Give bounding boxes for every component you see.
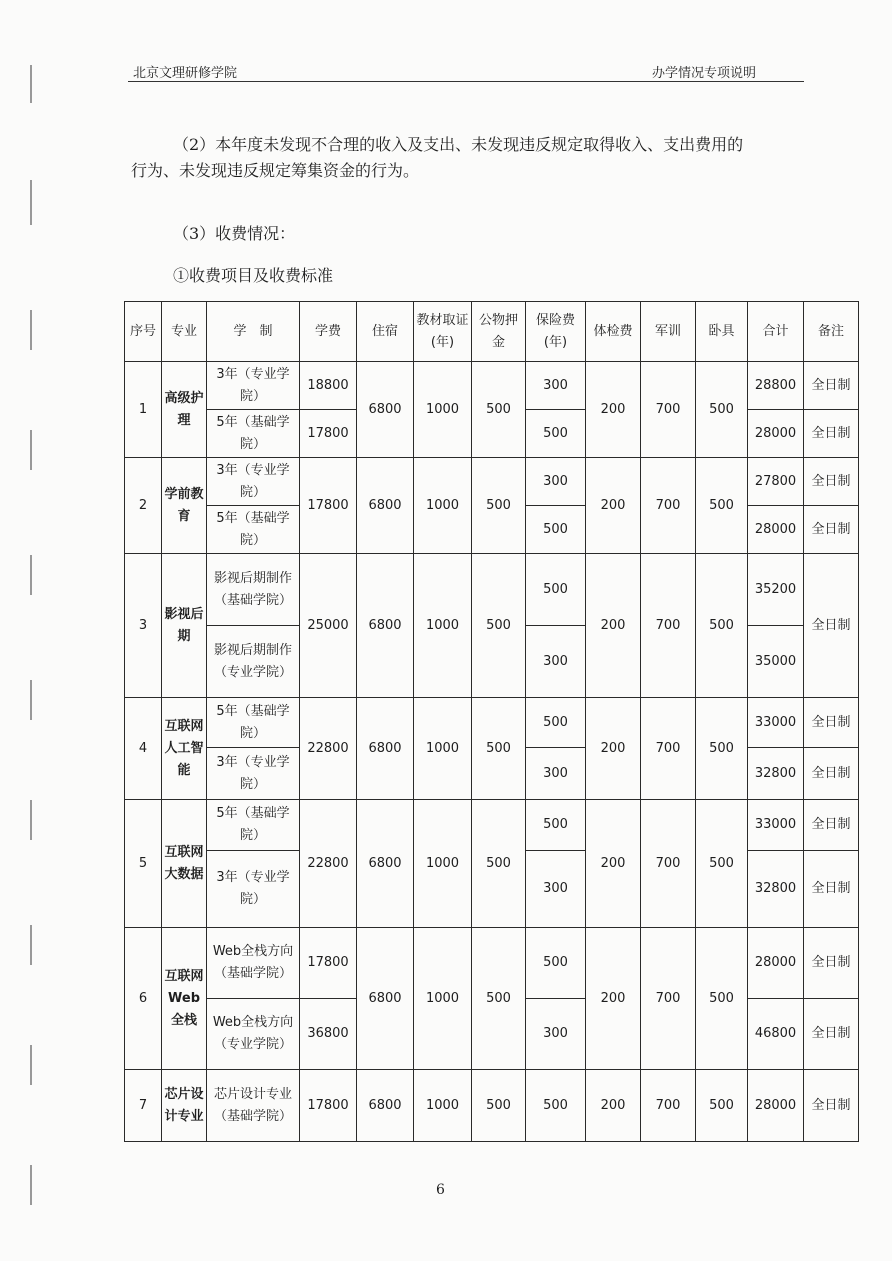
- binding-mark: [30, 800, 37, 840]
- cell-insurance: 300: [526, 458, 586, 506]
- cell-medical: 200: [586, 928, 641, 1070]
- col-header-seq: 序号: [125, 302, 162, 362]
- binding-mark: [30, 180, 37, 225]
- cell-remark: 全日制: [804, 748, 859, 800]
- cell-remark: 全日制: [804, 410, 859, 458]
- cell-total: 35200: [748, 554, 804, 626]
- paragraph-2-line-2: 行为、未发现违反规定筹集资金的行为。: [131, 161, 420, 180]
- binding-mark: [30, 310, 37, 350]
- cell-major: 学前教育: [162, 458, 207, 554]
- cell-military: 700: [641, 698, 696, 800]
- cell-tuition: 17800: [300, 928, 357, 999]
- cell-books: 1000: [414, 1070, 472, 1142]
- cell-seq: 6: [125, 928, 162, 1070]
- cell-insurance: 500: [526, 1070, 586, 1142]
- cell-military: 700: [641, 800, 696, 928]
- col-header-insurance: 保险费(年): [526, 302, 586, 362]
- cell-military: 700: [641, 362, 696, 458]
- cell-system: Web全栈方向（专业学院）: [207, 999, 300, 1070]
- cell-medical: 200: [586, 1070, 641, 1142]
- cell-insurance: 300: [526, 362, 586, 410]
- col-header-bedding: 卧具: [696, 302, 748, 362]
- cell-insurance: 300: [526, 999, 586, 1070]
- cell-remark: 全日制: [804, 1070, 859, 1142]
- binding-mark: [30, 65, 37, 103]
- col-header-tuition: 学费: [300, 302, 357, 362]
- binding-mark: [30, 1165, 37, 1205]
- table-row: [125, 458, 859, 506]
- cell-insurance: 500: [526, 800, 586, 851]
- cell-system: 5年（基础学院）: [207, 410, 300, 458]
- cell-deposit: 500: [472, 458, 526, 554]
- col-header-total: 合计: [748, 302, 804, 362]
- cell-total: 28800: [748, 362, 804, 410]
- cell-remark: 全日制: [804, 458, 859, 506]
- cell-total: 32800: [748, 851, 804, 928]
- col-header-system: 学 制: [207, 302, 300, 362]
- col-header-medical: 体检费: [586, 302, 641, 362]
- cell-bedding: 500: [696, 800, 748, 928]
- cell-system: 3年（专业学院）: [207, 748, 300, 800]
- cell-insurance: 500: [526, 554, 586, 626]
- table-header-row: [125, 302, 859, 362]
- cell-dorm: 6800: [357, 928, 414, 1070]
- cell-medical: 200: [586, 698, 641, 800]
- cell-military: 700: [641, 554, 696, 698]
- cell-military: 700: [641, 458, 696, 554]
- cell-tuition: 22800: [300, 698, 357, 800]
- table-row: [125, 928, 859, 999]
- col-header-books: 教材取证(年): [414, 302, 472, 362]
- cell-tuition: 18800: [300, 362, 357, 410]
- cell-dorm: 6800: [357, 362, 414, 458]
- col-header-deposit: 公物押金: [472, 302, 526, 362]
- cell-system: 3年（专业学院）: [207, 851, 300, 928]
- cell-total: 28000: [748, 410, 804, 458]
- cell-books: 1000: [414, 928, 472, 1070]
- cell-books: 1000: [414, 362, 472, 458]
- cell-bedding: 500: [696, 1070, 748, 1142]
- cell-bedding: 500: [696, 458, 748, 554]
- binding-mark: [30, 1045, 37, 1085]
- header-divider: [128, 81, 804, 82]
- header-school-name: 北京文理研修学院: [133, 66, 238, 81]
- cell-seq: 4: [125, 698, 162, 800]
- col-header-dorm: 住宿: [357, 302, 414, 362]
- cell-military: 700: [641, 928, 696, 1070]
- cell-insurance: 500: [526, 928, 586, 999]
- cell-insurance: 500: [526, 698, 586, 748]
- col-header-military: 军训: [641, 302, 696, 362]
- cell-deposit: 500: [472, 800, 526, 928]
- cell-remark: 全日制: [804, 362, 859, 410]
- cell-total: 28000: [748, 1070, 804, 1142]
- cell-seq: 1: [125, 362, 162, 458]
- table-row: [125, 698, 859, 748]
- cell-major: 互联网Web全栈: [162, 928, 207, 1070]
- table-row: [125, 800, 859, 851]
- cell-system: 5年（基础学院）: [207, 800, 300, 851]
- cell-dorm: 6800: [357, 1070, 414, 1142]
- cell-insurance: 500: [526, 410, 586, 458]
- cell-deposit: 500: [472, 554, 526, 698]
- cell-dorm: 6800: [357, 458, 414, 554]
- cell-books: 1000: [414, 698, 472, 800]
- binding-mark: [30, 680, 37, 720]
- cell-deposit: 500: [472, 1070, 526, 1142]
- cell-tuition: 17800: [300, 1070, 357, 1142]
- paragraph-4-heading: ①收费项目及收费标准: [173, 266, 334, 285]
- cell-dorm: 6800: [357, 698, 414, 800]
- cell-remark: 全日制: [804, 554, 859, 698]
- cell-books: 1000: [414, 458, 472, 554]
- cell-insurance: 300: [526, 626, 586, 698]
- cell-deposit: 500: [472, 698, 526, 800]
- cell-medical: 200: [586, 458, 641, 554]
- cell-medical: 200: [586, 362, 641, 458]
- cell-total: 28000: [748, 506, 804, 554]
- cell-insurance: 500: [526, 506, 586, 554]
- cell-seq: 3: [125, 554, 162, 698]
- cell-bedding: 500: [696, 928, 748, 1070]
- cell-major: 影视后期: [162, 554, 207, 698]
- cell-bedding: 500: [696, 698, 748, 800]
- col-header-remark: 备注: [804, 302, 859, 362]
- paragraph-3: （3）收费情况：: [173, 224, 296, 243]
- cell-total: 33000: [748, 698, 804, 748]
- page-number: 6: [436, 1182, 445, 1198]
- cell-system: 3年（专业学院）: [207, 362, 300, 410]
- binding-mark: [30, 925, 37, 965]
- cell-total: 32800: [748, 748, 804, 800]
- binding-mark: [30, 555, 37, 595]
- col-header-major: 专业: [162, 302, 207, 362]
- cell-remark: 全日制: [804, 999, 859, 1070]
- cell-system: 3年（专业学院）: [207, 458, 300, 506]
- cell-system: 影视后期制作（专业学院）: [207, 626, 300, 698]
- cell-major: 芯片设计专业: [162, 1070, 207, 1142]
- table-row: [125, 1070, 859, 1142]
- cell-bedding: 500: [696, 554, 748, 698]
- cell-insurance: 300: [526, 851, 586, 928]
- cell-tuition: 17800: [300, 458, 357, 554]
- cell-remark: 全日制: [804, 800, 859, 851]
- cell-system: 影视后期制作（基础学院）: [207, 554, 300, 626]
- cell-tuition: 17800: [300, 410, 357, 458]
- cell-total: 35000: [748, 626, 804, 698]
- cell-books: 1000: [414, 800, 472, 928]
- cell-total: 46800: [748, 999, 804, 1070]
- cell-remark: 全日制: [804, 851, 859, 928]
- cell-books: 1000: [414, 554, 472, 698]
- binding-mark: [30, 430, 37, 470]
- paragraph-2: [131, 132, 811, 184]
- cell-dorm: 6800: [357, 554, 414, 698]
- cell-system: Web全栈方向（基础学院）: [207, 928, 300, 999]
- cell-insurance: 300: [526, 748, 586, 800]
- cell-seq: 2: [125, 458, 162, 554]
- cell-remark: 全日制: [804, 698, 859, 748]
- cell-total: 27800: [748, 458, 804, 506]
- header-doc-title: 办学情况专项说明: [652, 66, 757, 81]
- table-row: [125, 554, 859, 626]
- cell-tuition: 25000: [300, 554, 357, 698]
- cell-system: 5年（基础学院）: [207, 698, 300, 748]
- cell-remark: 全日制: [804, 506, 859, 554]
- cell-seq: 7: [125, 1070, 162, 1142]
- cell-military: 700: [641, 1070, 696, 1142]
- cell-major: 互联网大数据: [162, 800, 207, 928]
- cell-medical: 200: [586, 800, 641, 928]
- paragraph-2-line-1: （2）本年度未发现不合理的收入及支出、未发现违反规定取得收入、支出费用的: [173, 135, 744, 154]
- cell-remark: 全日制: [804, 928, 859, 999]
- cell-major: 高级护理: [162, 362, 207, 458]
- cell-total: 28000: [748, 928, 804, 999]
- cell-total: 33000: [748, 800, 804, 851]
- cell-tuition: 36800: [300, 999, 357, 1070]
- cell-tuition: 22800: [300, 800, 357, 928]
- cell-deposit: 500: [472, 362, 526, 458]
- cell-bedding: 500: [696, 362, 748, 458]
- table-row: [125, 362, 859, 410]
- cell-medical: 200: [586, 554, 641, 698]
- cell-major: 互联网人工智能: [162, 698, 207, 800]
- cell-deposit: 500: [472, 928, 526, 1070]
- cell-dorm: 6800: [357, 800, 414, 928]
- cell-seq: 5: [125, 800, 162, 928]
- cell-system: 芯片设计专业（基础学院）: [207, 1070, 300, 1142]
- fee-table: [124, 301, 859, 1142]
- cell-system: 5年（基础学院）: [207, 506, 300, 554]
